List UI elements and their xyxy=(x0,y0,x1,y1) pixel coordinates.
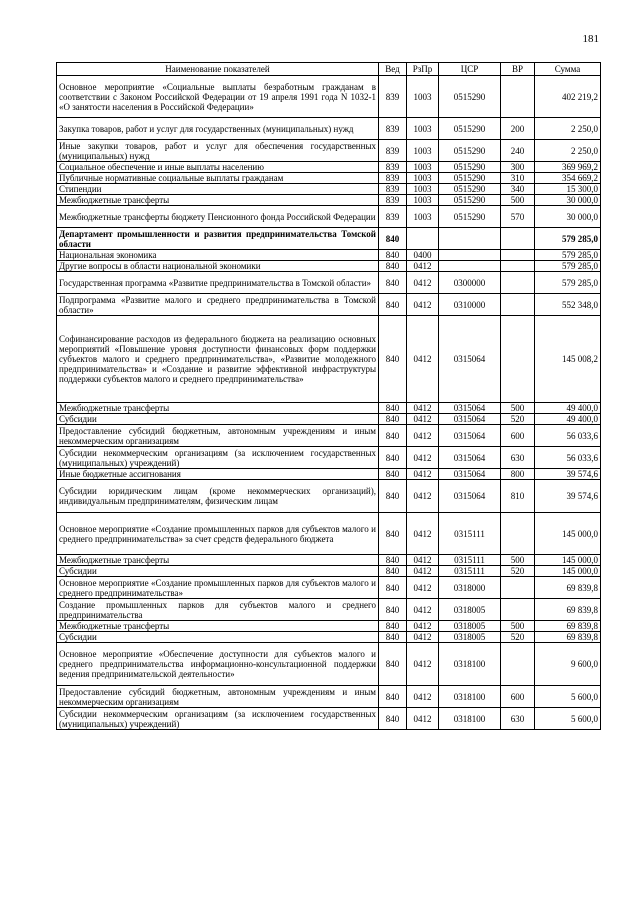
cell-name: Основное мероприятие «Обеспечение доступности для субъектов малого и среднего предпринимательства информационно-консультационной поддержки ведения предпринимательской деятельности» xyxy=(57,643,379,686)
cell-vr xyxy=(501,272,535,294)
cell-rzpr: 1003 xyxy=(407,118,439,140)
cell-sum: 39 574,6 xyxy=(535,480,601,513)
cell-name: Субсидии xyxy=(57,414,379,425)
header-name: Наименование показателей xyxy=(57,63,379,76)
cell-name: Межбюджетные трансферты xyxy=(57,403,379,414)
cell-vr: 810 xyxy=(501,480,535,513)
cell-csr: 0315064 xyxy=(439,414,501,425)
cell-name: Подпрограмма «Развитие малого и среднего предпринимательства в Томской области» xyxy=(57,294,379,316)
cell-sum: 30 000,0 xyxy=(535,195,601,206)
cell-csr xyxy=(439,261,501,272)
cell-csr: 0515290 xyxy=(439,173,501,184)
table-row xyxy=(57,555,601,566)
cell-name: Межбюджетные трансферты xyxy=(57,555,379,566)
cell-sum: 5 600,0 xyxy=(535,686,601,708)
cell-csr: 0315064 xyxy=(439,480,501,513)
cell-vr: 310 xyxy=(501,173,535,184)
cell-ved: 840 xyxy=(379,632,407,643)
cell-vr: 600 xyxy=(501,425,535,447)
cell-sum: 552 348,0 xyxy=(535,294,601,316)
cell-rzpr: 0412 xyxy=(407,686,439,708)
table-row xyxy=(57,577,601,599)
cell-rzpr: 0412 xyxy=(407,632,439,643)
cell-csr: 0515290 xyxy=(439,206,501,228)
table-row xyxy=(57,173,601,184)
cell-csr: 0515290 xyxy=(439,118,501,140)
cell-rzpr: 1003 xyxy=(407,140,439,162)
cell-ved: 840 xyxy=(379,480,407,513)
table-row xyxy=(57,643,601,686)
table-row xyxy=(57,250,601,261)
cell-name: Департамент промышленности и развития предпринимательства Томской области xyxy=(57,228,379,250)
cell-vr xyxy=(501,577,535,599)
cell-sum: 145 000,0 xyxy=(535,513,601,555)
cell-rzpr: 0412 xyxy=(407,513,439,555)
cell-name: Межбюджетные трансферты бюджету Пенсионного фонда Российской Федерации xyxy=(57,206,379,228)
cell-vr: 520 xyxy=(501,414,535,425)
cell-ved: 840 xyxy=(379,686,407,708)
cell-name: Социальное обеспечение и иные выплаты населению xyxy=(57,162,379,173)
table-row xyxy=(57,261,601,272)
cell-name: Субсидии некоммерческим организациям (за исключением государственных (муниципальных) учреждений) xyxy=(57,708,379,730)
cell-csr: 0318100 xyxy=(439,708,501,730)
cell-name: Субсидии xyxy=(57,632,379,643)
cell-csr xyxy=(439,250,501,261)
table-row xyxy=(57,414,601,425)
table-row xyxy=(57,469,601,480)
table-row xyxy=(57,76,601,118)
cell-rzpr: 0412 xyxy=(407,469,439,480)
cell-vr xyxy=(501,294,535,316)
table-row xyxy=(57,228,601,250)
cell-rzpr: 1003 xyxy=(407,162,439,173)
cell-sum: 9 600,0 xyxy=(535,643,601,686)
cell-name: Публичные нормативные социальные выплаты гражданам xyxy=(57,173,379,184)
cell-ved: 839 xyxy=(379,118,407,140)
header-ved: Вед xyxy=(379,63,407,76)
cell-csr: 0318005 xyxy=(439,599,501,621)
table-row xyxy=(57,566,601,577)
cell-ved: 839 xyxy=(379,140,407,162)
table-row xyxy=(57,686,601,708)
cell-ved: 840 xyxy=(379,425,407,447)
cell-name: Иные закупки товаров, работ и услуг для обеспечения государственных (муниципальных) нужд xyxy=(57,140,379,162)
cell-ved: 840 xyxy=(379,513,407,555)
table-row xyxy=(57,513,601,555)
cell-rzpr: 0412 xyxy=(407,577,439,599)
header-vr: ВР xyxy=(501,63,535,76)
cell-vr: 600 xyxy=(501,686,535,708)
cell-csr: 0318100 xyxy=(439,686,501,708)
table-row xyxy=(57,184,601,195)
cell-rzpr: 0412 xyxy=(407,403,439,414)
cell-sum: 145 000,0 xyxy=(535,566,601,577)
cell-sum: 39 574,6 xyxy=(535,469,601,480)
cell-ved: 840 xyxy=(379,250,407,261)
cell-ved: 840 xyxy=(379,599,407,621)
cell-ved: 839 xyxy=(379,162,407,173)
cell-rzpr: 0412 xyxy=(407,555,439,566)
cell-rzpr: 1003 xyxy=(407,173,439,184)
cell-ved: 840 xyxy=(379,643,407,686)
cell-vr: 300 xyxy=(501,162,535,173)
cell-rzpr xyxy=(407,228,439,250)
cell-name: Создание промышленных парков для субъектов малого и среднего предпринимательства xyxy=(57,599,379,621)
table-row xyxy=(57,708,601,730)
cell-vr: 500 xyxy=(501,403,535,414)
cell-vr xyxy=(501,599,535,621)
cell-vr xyxy=(501,513,535,555)
cell-csr: 0315064 xyxy=(439,425,501,447)
cell-sum: 579 285,0 xyxy=(535,261,601,272)
cell-vr xyxy=(501,228,535,250)
table-row xyxy=(57,272,601,294)
cell-name: Субсидии некоммерческим организациям (за исключением государственных (муниципальных) учреждений) xyxy=(57,447,379,469)
cell-csr: 0315064 xyxy=(439,403,501,414)
budget-table xyxy=(56,62,601,730)
cell-sum: 145 000,0 xyxy=(535,555,601,566)
cell-vr: 800 xyxy=(501,469,535,480)
cell-rzpr: 1003 xyxy=(407,184,439,195)
table-header-row xyxy=(57,63,601,76)
cell-rzpr: 0412 xyxy=(407,643,439,686)
cell-name: Предоставление субсидий бюджетным, автономным учреждениям и иным некоммерческим организациям xyxy=(57,686,379,708)
table-row xyxy=(57,162,601,173)
cell-vr: 630 xyxy=(501,708,535,730)
cell-sum: 56 033,6 xyxy=(535,447,601,469)
table-row xyxy=(57,425,601,447)
cell-ved: 839 xyxy=(379,173,407,184)
table-row xyxy=(57,403,601,414)
cell-csr: 0300000 xyxy=(439,272,501,294)
cell-csr: 0515290 xyxy=(439,195,501,206)
cell-ved: 840 xyxy=(379,272,407,294)
cell-sum: 5 600,0 xyxy=(535,708,601,730)
cell-vr: 200 xyxy=(501,118,535,140)
cell-vr: 340 xyxy=(501,184,535,195)
table-row xyxy=(57,118,601,140)
table-row xyxy=(57,316,601,403)
cell-name: Основное мероприятие «Социальные выплаты безработным гражданам в соответствии с Законом Российской Федерации от 19 апреля 1991 года N 1032-1 «О занятости населения в Российской Федерации» xyxy=(57,76,379,118)
cell-vr xyxy=(501,316,535,403)
cell-ved: 840 xyxy=(379,621,407,632)
cell-csr: 0318005 xyxy=(439,621,501,632)
cell-ved: 840 xyxy=(379,316,407,403)
cell-rzpr: 1003 xyxy=(407,195,439,206)
cell-sum: 69 839,8 xyxy=(535,599,601,621)
cell-rzpr: 0412 xyxy=(407,566,439,577)
cell-rzpr: 0412 xyxy=(407,316,439,403)
cell-sum: 69 839,8 xyxy=(535,577,601,599)
cell-vr: 500 xyxy=(501,195,535,206)
cell-rzpr: 0412 xyxy=(407,599,439,621)
table-row xyxy=(57,206,601,228)
cell-rzpr: 0412 xyxy=(407,294,439,316)
cell-name: Субсидии юридическим лицам (кроме некоммерческих организаций), индивидуальным предпринимателям, физическим лицам xyxy=(57,480,379,513)
cell-ved: 839 xyxy=(379,195,407,206)
cell-rzpr: 0412 xyxy=(407,425,439,447)
cell-sum: 579 285,0 xyxy=(535,250,601,261)
cell-csr: 0315064 xyxy=(439,447,501,469)
cell-ved: 840 xyxy=(379,447,407,469)
cell-rzpr: 0412 xyxy=(407,480,439,513)
header-csr: ЦСР xyxy=(439,63,501,76)
cell-csr: 0315064 xyxy=(439,469,501,480)
cell-sum: 15 300,0 xyxy=(535,184,601,195)
cell-csr: 0515290 xyxy=(439,140,501,162)
cell-csr: 0515290 xyxy=(439,76,501,118)
table-body xyxy=(57,76,601,730)
cell-sum: 69 839,8 xyxy=(535,621,601,632)
table-row xyxy=(57,621,601,632)
table-row xyxy=(57,195,601,206)
cell-name: Закупка товаров, работ и услуг для государственных (муниципальных) нужд xyxy=(57,118,379,140)
cell-ved: 840 xyxy=(379,414,407,425)
cell-ved: 840 xyxy=(379,469,407,480)
cell-sum: 579 285,0 xyxy=(535,272,601,294)
cell-csr: 0315111 xyxy=(439,566,501,577)
cell-name: Софинансирование расходов из федерального бюджета на реализацию основных мероприятий «Повышение уровня доступности финансовых форм поддержки субъектов малого и среднего предпринимательства», «Развитие молодежного предпринимательства» и «Создание и развитие эффективной инфраструктуры поддержки субъектов малого и среднего предпринимательства» xyxy=(57,316,379,403)
table-row xyxy=(57,632,601,643)
cell-rzpr: 0412 xyxy=(407,621,439,632)
cell-rzpr: 1003 xyxy=(407,76,439,118)
cell-name: Основное мероприятие «Создание промышленных парков для субъектов малого и среднего предпринимательства» xyxy=(57,577,379,599)
cell-ved: 840 xyxy=(379,261,407,272)
cell-vr: 520 xyxy=(501,566,535,577)
cell-name: Субсидии xyxy=(57,566,379,577)
cell-vr xyxy=(501,250,535,261)
cell-csr: 0310000 xyxy=(439,294,501,316)
cell-sum: 49 400,0 xyxy=(535,403,601,414)
cell-vr: 570 xyxy=(501,206,535,228)
cell-name: Национальная экономика xyxy=(57,250,379,261)
cell-vr xyxy=(501,643,535,686)
cell-csr: 0318100 xyxy=(439,643,501,686)
cell-ved: 839 xyxy=(379,206,407,228)
cell-csr: 0315111 xyxy=(439,555,501,566)
cell-ved: 839 xyxy=(379,76,407,118)
cell-name: Другие вопросы в области национальной экономики xyxy=(57,261,379,272)
cell-csr: 0318005 xyxy=(439,632,501,643)
cell-rzpr: 1003 xyxy=(407,206,439,228)
cell-sum: 369 969,2 xyxy=(535,162,601,173)
cell-vr xyxy=(501,261,535,272)
cell-vr: 630 xyxy=(501,447,535,469)
table-row xyxy=(57,140,601,162)
cell-sum: 30 000,0 xyxy=(535,206,601,228)
cell-ved: 840 xyxy=(379,228,407,250)
cell-rzpr: 0412 xyxy=(407,708,439,730)
cell-sum: 145 008,2 xyxy=(535,316,601,403)
cell-csr: 0318000 xyxy=(439,577,501,599)
header-rzpr: РзПр xyxy=(407,63,439,76)
cell-rzpr: 0412 xyxy=(407,272,439,294)
cell-sum: 69 839,8 xyxy=(535,632,601,643)
cell-name: Иные бюджетные ассигнования xyxy=(57,469,379,480)
cell-rzpr: 0412 xyxy=(407,261,439,272)
table-row xyxy=(57,480,601,513)
cell-sum: 2 250,0 xyxy=(535,140,601,162)
cell-ved: 840 xyxy=(379,403,407,414)
cell-name: Межбюджетные трансферты xyxy=(57,195,379,206)
cell-vr: 520 xyxy=(501,632,535,643)
cell-name: Государственная программа «Развитие предпринимательства в Томской области» xyxy=(57,272,379,294)
table-row xyxy=(57,294,601,316)
cell-rzpr: 0412 xyxy=(407,447,439,469)
cell-csr xyxy=(439,228,501,250)
header-sum: Сумма xyxy=(535,63,601,76)
cell-name: Основное мероприятие «Создание промышленных парков для субъектов малого и среднего предпринимательства» за счет средств федерального бюджета xyxy=(57,513,379,555)
cell-csr: 0315111 xyxy=(439,513,501,555)
cell-ved: 840 xyxy=(379,708,407,730)
table-row xyxy=(57,599,601,621)
cell-sum: 402 219,2 xyxy=(535,76,601,118)
cell-sum: 354 669,2 xyxy=(535,173,601,184)
cell-ved: 840 xyxy=(379,566,407,577)
cell-sum: 56 033,6 xyxy=(535,425,601,447)
cell-vr: 240 xyxy=(501,140,535,162)
cell-sum: 579 285,0 xyxy=(535,228,601,250)
cell-name: Стипендии xyxy=(57,184,379,195)
page-number: 181 xyxy=(582,33,599,45)
cell-csr: 0515290 xyxy=(439,184,501,195)
cell-name: Межбюджетные трансферты xyxy=(57,621,379,632)
table-row xyxy=(57,447,601,469)
cell-name: Предоставление субсидий бюджетным, автономным учреждениям и иным некоммерческим организациям xyxy=(57,425,379,447)
cell-ved: 839 xyxy=(379,184,407,195)
cell-csr: 0515290 xyxy=(439,162,501,173)
cell-vr: 500 xyxy=(501,621,535,632)
cell-ved: 840 xyxy=(379,555,407,566)
cell-ved: 840 xyxy=(379,577,407,599)
cell-ved: 840 xyxy=(379,294,407,316)
cell-sum: 49 400,0 xyxy=(535,414,601,425)
cell-vr: 500 xyxy=(501,555,535,566)
cell-vr xyxy=(501,76,535,118)
cell-csr: 0315064 xyxy=(439,316,501,403)
cell-rzpr: 0400 xyxy=(407,250,439,261)
cell-sum: 2 250,0 xyxy=(535,118,601,140)
cell-rzpr: 0412 xyxy=(407,414,439,425)
